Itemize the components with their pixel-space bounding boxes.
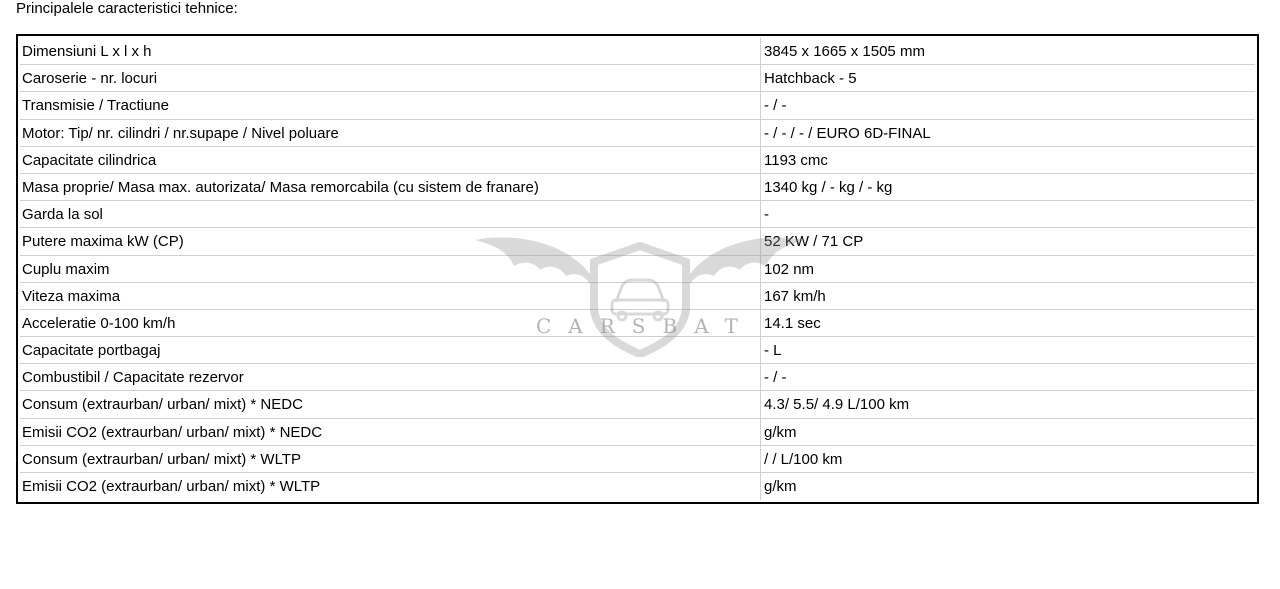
section-heading: Principalele caracteristici tehnice: — [16, 0, 238, 17]
spec-value: - / - — [764, 97, 787, 115]
spec-value: 4.3/ 5.5/ 4.9 L/100 km — [764, 396, 910, 414]
spec-label: Putere maxima kW (CP) — [20, 228, 761, 254]
spec-row — [20, 337, 1255, 364]
spec-value: - — [764, 206, 769, 224]
spec-value: Hatchback - 5 — [764, 70, 857, 88]
spec-row — [20, 473, 1255, 500]
spec-row — [20, 92, 1255, 119]
spec-value: 1340 kg / - kg / - kg — [764, 178, 893, 196]
spec-label: Capacitate portbagaj — [20, 337, 761, 363]
spec-label: Dimensiuni L x l x h — [20, 38, 761, 64]
spec-label: Cuplu maxim — [20, 256, 761, 282]
spec-value: / / L/100 km — [764, 450, 843, 468]
spec-value: - / - — [764, 369, 787, 387]
spec-label: Garda la sol — [20, 201, 761, 227]
spec-row — [20, 391, 1255, 418]
spec-label: Transmisie / Tractiune — [20, 92, 761, 118]
spec-label: Consum (extraurban/ urban/ mixt) * NEDC — [20, 391, 761, 417]
spec-value: 3845 x 1665 x 1505 mm — [764, 43, 925, 60]
spec-row — [20, 446, 1255, 473]
watermark-text: CARSBAT — [536, 314, 755, 338]
spec-value: g/km — [764, 478, 797, 495]
spec-label: Emisii CO2 (extraurban/ urban/ mixt) * WLTP — [20, 473, 761, 500]
spec-label: Capacitate cilindrica — [20, 147, 761, 173]
spec-value: - / - / - / EURO 6D-FINAL — [764, 124, 931, 142]
spec-row — [20, 147, 1255, 174]
spec-row — [20, 174, 1255, 201]
spec-label: Caroserie - nr. locuri — [20, 65, 761, 91]
specifications-table — [16, 34, 1259, 504]
spec-value: 167 km/h — [764, 287, 826, 305]
spec-row — [20, 120, 1255, 147]
spec-row — [20, 419, 1255, 446]
spec-label: Consum (extraurban/ urban/ mixt) * WLTP — [20, 446, 761, 472]
spec-label: Motor: Tip/ nr. cilindri / nr.supape / Nivel poluare — [20, 120, 761, 146]
spec-label: Combustibil / Capacitate rezervor — [20, 364, 761, 390]
spec-label: Masa proprie/ Masa max. autorizata/ Masa remorcabila (cu sistem de franare) — [20, 174, 761, 200]
spec-row — [20, 65, 1255, 92]
spec-row — [20, 256, 1255, 283]
spec-value: 1193 cmc — [764, 151, 828, 169]
spec-row — [20, 283, 1255, 310]
spec-row — [20, 364, 1255, 391]
spec-row — [20, 201, 1255, 228]
spec-value: 102 nm — [764, 260, 815, 278]
spec-row — [20, 310, 1255, 337]
spec-row — [20, 38, 1255, 65]
spec-label: Acceleratie 0-100 km/h — [20, 310, 761, 336]
spec-value: 52 KW / 71 CP — [764, 233, 864, 251]
spec-label: Emisii CO2 (extraurban/ urban/ mixt) * NEDC — [20, 419, 761, 445]
spec-value: g/km — [764, 423, 797, 441]
spec-value: 14.1 sec — [764, 314, 821, 332]
spec-label: Viteza maxima — [20, 283, 761, 309]
spec-row — [20, 228, 1255, 255]
spec-value: - L — [764, 342, 782, 360]
